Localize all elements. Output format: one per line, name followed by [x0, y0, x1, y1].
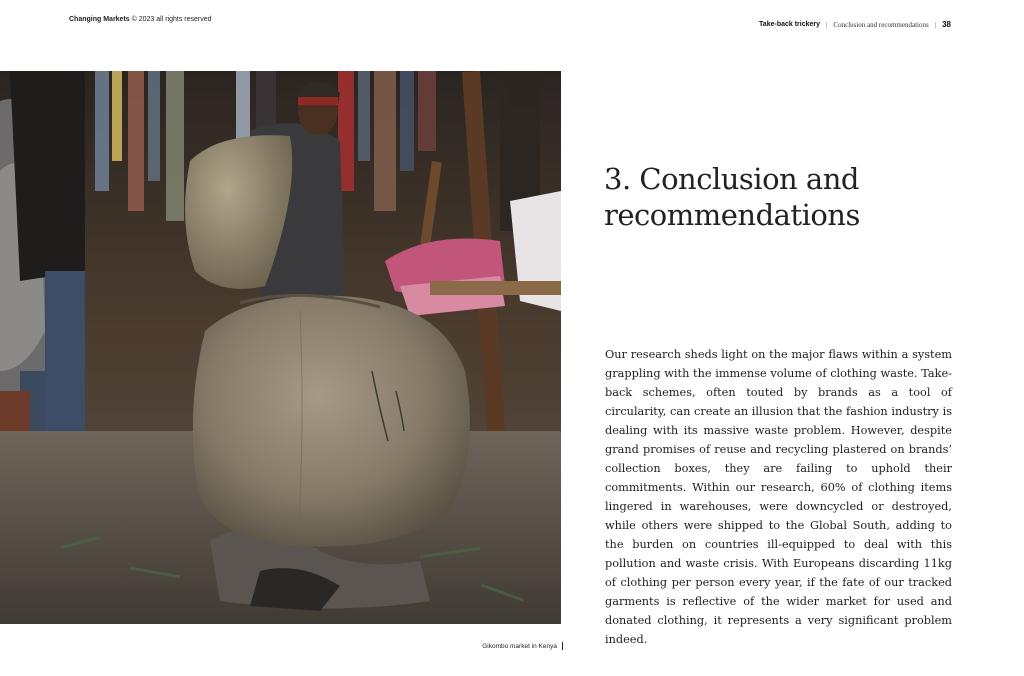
header-left	[69, 16, 212, 23]
caption-divider	[562, 642, 563, 650]
section-title[interactable]: Take-back trickery	[759, 21, 821, 28]
photo-caption	[482, 642, 563, 650]
subsection-title[interactable]: Conclusion and recommendations	[833, 20, 929, 29]
header-separator: |	[826, 20, 828, 29]
page-number: 38	[942, 20, 951, 29]
title-line-1: 3. Conclusion and	[604, 162, 859, 196]
title-line-2: recommendations	[604, 198, 860, 232]
market-photo	[0, 71, 561, 624]
caption-text: Gikombo market in Kenya	[482, 642, 557, 650]
page-title	[604, 161, 964, 233]
header-separator-2: |	[934, 20, 937, 29]
copyright-text: © 2023 all rights reserved	[131, 16, 212, 23]
brand-name: Changing Markets	[69, 16, 130, 23]
header-right	[759, 20, 951, 29]
body-paragraph: Our research sheds light on the major flaws within a system grappling with the immense volume of clothing waste. Take-back schemes, often touted by brands as a tool of circularity, can create an illusion that the fashion industry is dealing with its massive waste problem. However, despite grand promises of reuse and recycling plastered on brands’ collection boxes, they are failing to uphold their commitments. Within our research, 60% of clothing items lingered in warehouses, were downcycled or destroyed, while others were shipped to the Global South, adding to the burden on countries ill-equipped to deal with this pollution and waste crisis. With Europeans discarding 11kg of clothing per person every year, if the fate of our tracked garments is reflective of the wider market for used and donated clothing, it represents a very significant problem indeed.	[605, 348, 952, 646]
